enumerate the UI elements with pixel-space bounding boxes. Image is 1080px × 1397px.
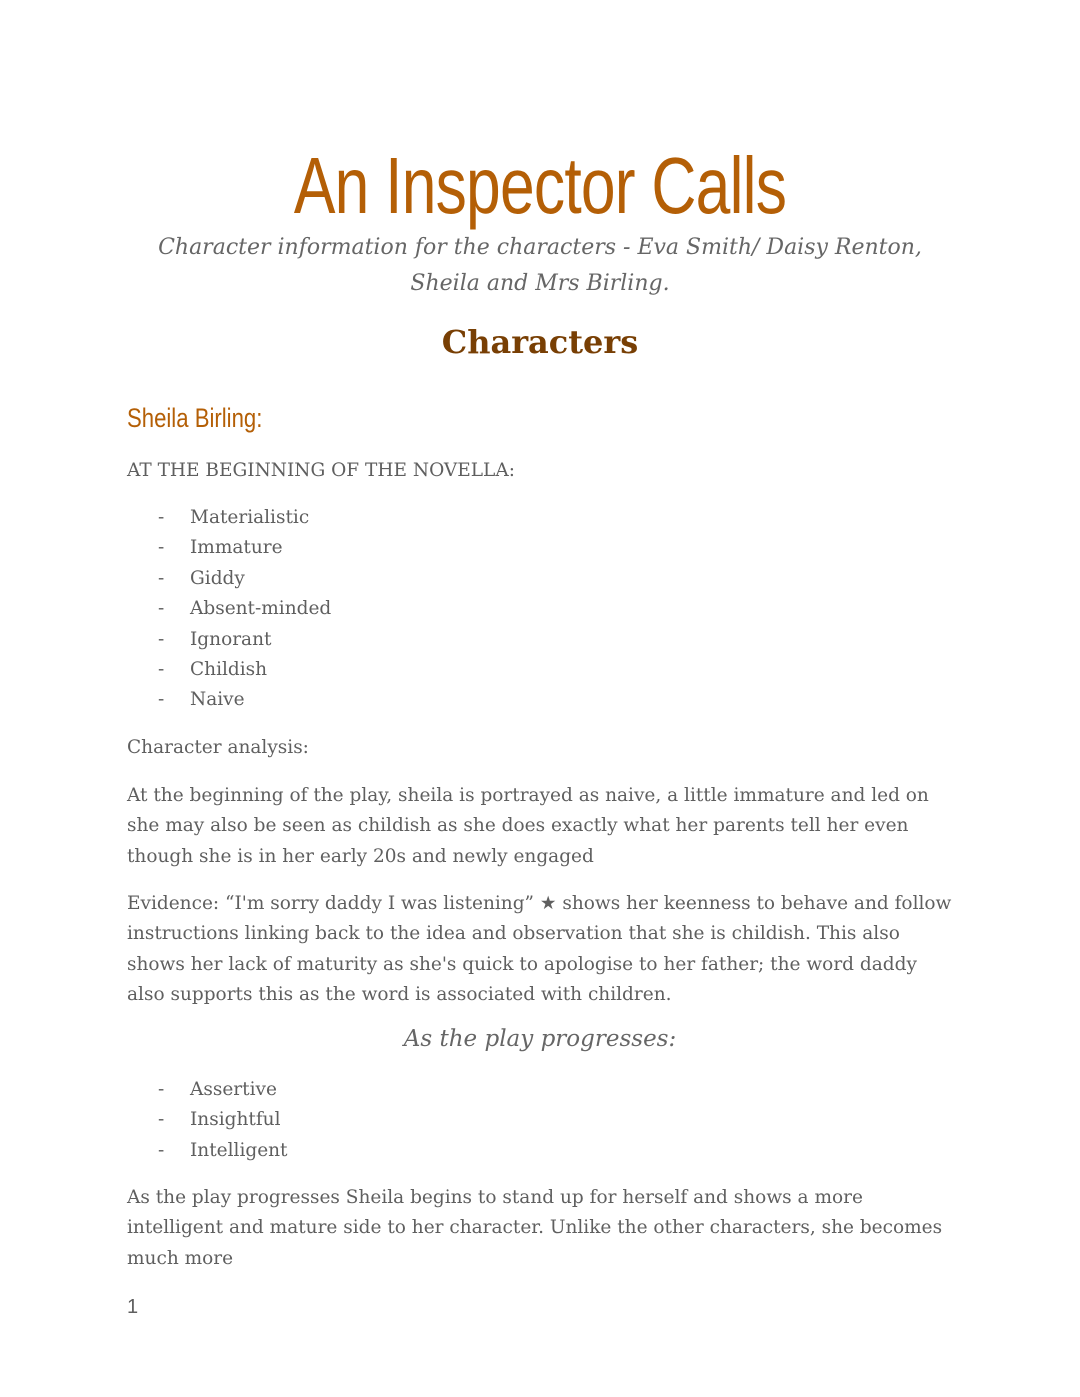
list-dash: - [158,598,165,620]
list-item: - Giddy [127,564,331,594]
progress-paragraph: As the play progresses Sheila begins to stand up for herself and shows a more intelligent and mature side to her character. Unlike the other characters, she becomes much more [127,1187,943,1269]
character-heading-sheila: Sheila Birling: [127,403,263,433]
beginning-traits-list [127,503,331,716]
section-heading-characters: Characters [441,323,639,361]
list-item: - Immature [127,533,331,563]
list-dash: - [158,567,165,589]
list-item: - Assertive [127,1075,288,1105]
list-dash: - [158,1109,165,1131]
list-item: - Insightful [127,1105,288,1135]
list-dash: - [158,658,165,680]
list-dash: - [158,507,165,528]
page-number: 1 [127,1296,139,1318]
progress-heading: As the play progresses: [403,1026,677,1052]
list-item: - Ignorant [127,625,331,655]
beginning-label: AT THE BEGINNING OF THE NOVELLA: [127,460,515,481]
list-item: - Naive [127,685,331,715]
analysis-label: Character analysis: [127,737,309,758]
list-item: - Intelligent [127,1136,288,1166]
list-item: - Absent-minded [127,594,331,624]
list-dash: - [158,1079,165,1100]
progress-traits-list [127,1075,288,1166]
list-item: - Materialistic [127,503,331,533]
document-subtitle: Character information for the characters - Eva Smith/ Daisy Renton, Sheila and Mrs Birling. [158,235,922,296]
evidence-paragraph: Evidence: “I'm sorry daddy I was listening” ★ shows her keenness to behave and follow instructions linking back to the idea and observation that she is childish. This also shows her lack of maturity as she's quick to apologise to her father; the word daddy also supports this as the word is associated with children. [127,893,952,1005]
analysis-paragraph: At the beginning of the play, sheila is portrayed as naive, a little immature and led on she may also be seen as childish as she does exactly what her parents tell her even though she is in her early 20s and newly engaged [127,785,929,867]
list-dash: - [158,537,165,559]
list-item: - Childish [127,655,331,685]
list-dash: - [158,628,165,650]
list-dash: - [158,1139,165,1161]
document-title: An Inspector Calls [293,141,787,230]
list-dash: - [158,689,165,711]
